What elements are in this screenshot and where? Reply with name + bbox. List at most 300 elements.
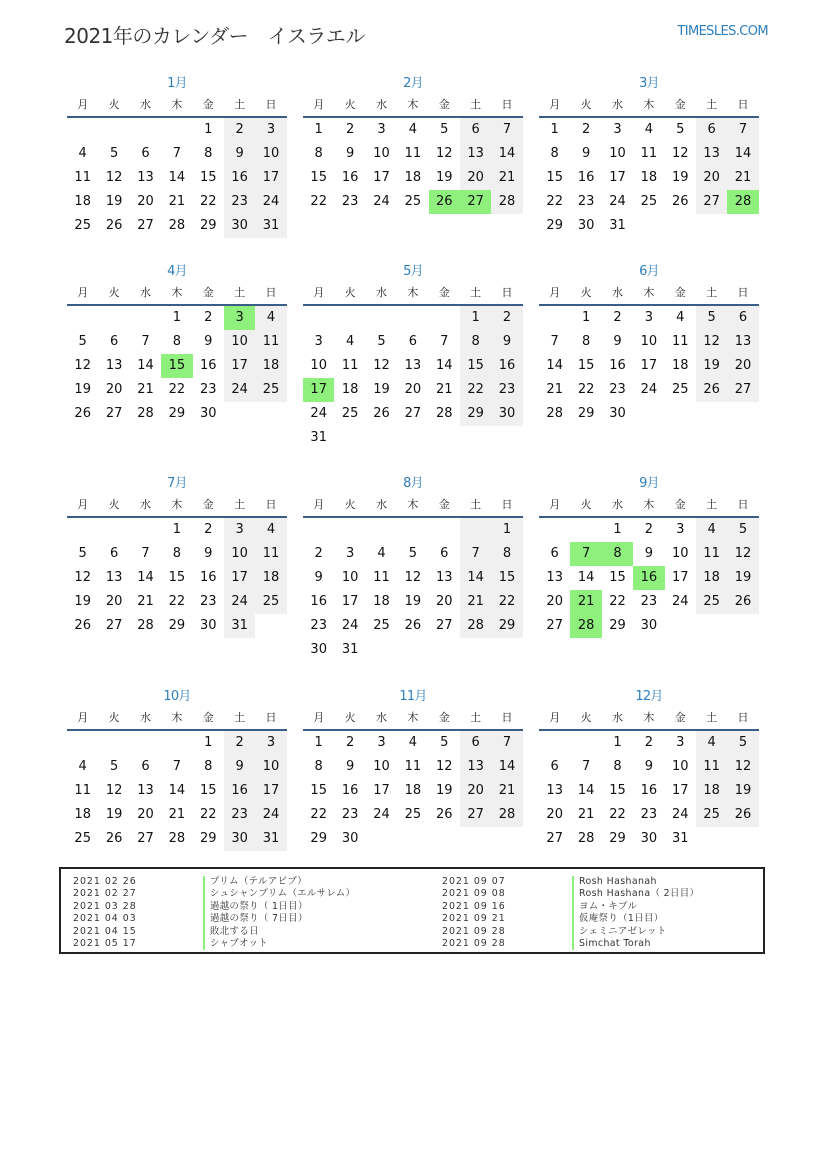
day-cell[interactable]: 30 [341, 831, 359, 846]
day-cell[interactable]: 12 [404, 570, 422, 585]
day-cell[interactable]: 24 [224, 378, 255, 402]
day-cell[interactable]: 26 [404, 618, 422, 633]
day-cell[interactable]: 24 [255, 803, 286, 827]
day-cell[interactable]: 28 [137, 406, 154, 421]
day-cell[interactable]: 5 [408, 546, 417, 561]
day-cell[interactable]: 27 [460, 803, 491, 827]
day-cell[interactable]: 20 [696, 166, 727, 190]
day-cell[interactable]: 25 [74, 831, 91, 846]
day-cell[interactable]: 17 [640, 358, 658, 373]
day-cell[interactable]: 13 [546, 570, 563, 585]
day-cell[interactable]: 20 [546, 807, 563, 822]
day-cell[interactable]: 25 [671, 382, 689, 397]
day-cell[interactable]: 8 [602, 542, 633, 566]
day-cell[interactable]: 13 [460, 755, 491, 779]
day-cell[interactable]: 9 [314, 570, 323, 585]
day-cell[interactable]: 21 [137, 382, 154, 397]
day-cell[interactable]: 23 [491, 378, 522, 402]
day-cell[interactable]: 21 [570, 590, 601, 614]
day-cell[interactable]: 25 [373, 618, 390, 633]
day-cell[interactable]: 28 [137, 618, 154, 633]
day-cell[interactable]: 4 [696, 518, 727, 542]
day-cell[interactable]: 18 [74, 807, 91, 822]
day-cell[interactable]: 12 [373, 358, 390, 373]
day-cell[interactable]: 31 [255, 214, 286, 238]
day-cell[interactable]: 22 [310, 194, 327, 209]
day-cell[interactable]: 14 [137, 570, 154, 585]
day-cell[interactable]: 3 [255, 731, 286, 755]
day-cell[interactable]: 2 [204, 522, 213, 537]
day-cell[interactable]: 6 [141, 146, 150, 161]
day-cell[interactable]: 7 [727, 118, 758, 142]
day-cell[interactable]: 12 [435, 146, 453, 161]
day-cell[interactable]: 19 [373, 382, 390, 397]
day-cell[interactable]: 14 [435, 358, 453, 373]
day-cell[interactable]: 18 [671, 358, 689, 373]
day-cell[interactable]: 15 [168, 570, 186, 585]
day-cell[interactable]: 20 [727, 354, 758, 378]
day-cell[interactable]: 9 [613, 334, 622, 349]
day-cell[interactable]: 16 [491, 354, 522, 378]
day-cell[interactable]: 17 [671, 783, 689, 798]
day-cell[interactable]: 30 [224, 214, 255, 238]
day-cell[interactable]: 17 [255, 166, 286, 190]
day-cell[interactable]: 16 [310, 594, 327, 609]
day-cell[interactable]: 24 [224, 590, 255, 614]
day-cell[interactable]: 20 [435, 594, 453, 609]
day-cell[interactable]: 18 [404, 783, 422, 798]
day-cell[interactable]: 15 [577, 358, 595, 373]
day-cell[interactable]: 26 [74, 406, 91, 421]
day-cell[interactable]: 2 [613, 310, 622, 325]
day-cell[interactable]: 3 [224, 518, 255, 542]
day-cell[interactable]: 21 [137, 594, 154, 609]
day-cell[interactable]: 17 [341, 594, 359, 609]
day-cell[interactable]: 27 [460, 190, 491, 214]
day-cell[interactable]: 12 [671, 146, 689, 161]
day-cell[interactable]: 2 [644, 522, 653, 537]
day-cell[interactable]: 27 [137, 218, 154, 233]
day-cell[interactable]: 2 [224, 118, 255, 142]
day-cell[interactable]: 22 [199, 194, 217, 209]
day-cell[interactable]: 7 [581, 759, 591, 774]
day-cell[interactable]: 28 [168, 218, 186, 233]
day-cell[interactable]: 26 [74, 618, 91, 633]
day-cell[interactable]: 9 [224, 142, 255, 166]
day-cell[interactable]: 28 [546, 406, 563, 421]
day-cell[interactable]: 22 [609, 594, 626, 609]
day-cell[interactable]: 2 [314, 546, 323, 561]
day-cell[interactable]: 29 [609, 831, 626, 846]
day-cell[interactable]: 23 [640, 594, 658, 609]
day-cell[interactable]: 22 [460, 378, 491, 402]
day-cell[interactable]: 14 [137, 358, 154, 373]
day-cell[interactable]: 27 [435, 618, 453, 633]
day-cell[interactable]: 1 [550, 122, 559, 137]
day-cell[interactable]: 8 [460, 330, 491, 354]
day-cell[interactable]: 22 [199, 807, 217, 822]
day-cell[interactable]: 19 [404, 594, 422, 609]
day-cell[interactable]: 25 [255, 590, 286, 614]
day-cell[interactable]: 10 [640, 334, 658, 349]
day-cell[interactable]: 9 [644, 759, 653, 774]
day-cell[interactable]: 29 [168, 406, 186, 421]
day-cell[interactable]: 18 [74, 194, 91, 209]
day-cell[interactable]: 25 [341, 406, 359, 421]
day-cell[interactable]: 9 [204, 546, 213, 561]
day-cell[interactable]: 4 [644, 122, 653, 137]
day-cell[interactable]: 18 [255, 354, 286, 378]
day-cell[interactable]: 18 [640, 170, 658, 185]
day-cell[interactable]: 1 [172, 310, 181, 325]
day-cell[interactable]: 22 [546, 194, 563, 209]
day-cell[interactable]: 20 [546, 594, 563, 609]
day-cell[interactable]: 19 [727, 779, 758, 803]
day-cell[interactable]: 8 [172, 546, 181, 561]
day-cell[interactable]: 23 [310, 618, 327, 633]
day-cell[interactable]: 12 [74, 570, 91, 585]
day-cell[interactable]: 21 [577, 807, 595, 822]
day-cell[interactable]: 19 [74, 594, 91, 609]
day-cell[interactable]: 28 [491, 803, 522, 827]
day-cell[interactable]: 5 [78, 334, 87, 349]
day-cell[interactable]: 23 [577, 194, 595, 209]
day-cell[interactable]: 6 [727, 306, 758, 330]
day-cell[interactable]: 4 [408, 122, 417, 137]
day-cell[interactable]: 14 [168, 783, 186, 798]
day-cell[interactable]: 3 [613, 122, 622, 137]
day-cell[interactable]: 23 [341, 194, 359, 209]
day-cell[interactable]: 26 [105, 218, 123, 233]
day-cell[interactable]: 15 [609, 570, 626, 585]
day-cell[interactable]: 15 [460, 354, 491, 378]
day-cell[interactable]: 12 [696, 330, 727, 354]
day-cell[interactable]: 13 [696, 142, 727, 166]
day-cell[interactable]: 12 [74, 358, 91, 373]
day-cell[interactable]: 1 [204, 122, 213, 137]
day-cell[interactable]: 10 [224, 330, 255, 354]
day-cell[interactable]: 24 [373, 807, 390, 822]
day-cell[interactable]: 27 [137, 831, 154, 846]
day-cell[interactable]: 2 [204, 310, 213, 325]
day-cell[interactable]: 16 [199, 358, 217, 373]
day-cell[interactable]: 13 [460, 142, 491, 166]
day-cell[interactable]: 20 [460, 166, 491, 190]
day-cell[interactable]: 18 [373, 594, 390, 609]
day-cell[interactable]: 15 [161, 354, 192, 378]
day-cell[interactable]: 4 [676, 310, 685, 325]
day-cell[interactable]: 1 [491, 518, 522, 542]
day-cell[interactable]: 4 [78, 759, 87, 774]
day-cell[interactable]: 9 [204, 334, 213, 349]
day-cell[interactable]: 13 [105, 570, 123, 585]
day-cell[interactable]: 26 [696, 378, 727, 402]
day-cell[interactable]: 23 [224, 803, 255, 827]
day-cell[interactable]: 13 [435, 570, 453, 585]
day-cell[interactable]: 11 [255, 330, 286, 354]
day-cell[interactable]: 8 [204, 146, 213, 161]
day-cell[interactable]: 6 [460, 118, 491, 142]
day-cell[interactable]: 8 [581, 334, 591, 349]
day-cell[interactable]: 29 [168, 618, 186, 633]
day-cell[interactable]: 11 [696, 755, 727, 779]
day-cell[interactable]: 23 [341, 807, 359, 822]
day-cell[interactable]: 8 [550, 146, 559, 161]
day-cell[interactable]: 9 [345, 759, 355, 774]
day-cell[interactable]: 31 [310, 430, 327, 445]
day-cell[interactable]: 14 [460, 566, 491, 590]
day-cell[interactable]: 18 [696, 566, 727, 590]
day-cell[interactable]: 9 [581, 146, 591, 161]
day-cell[interactable]: 15 [199, 783, 217, 798]
day-cell[interactable]: 5 [109, 146, 119, 161]
day-cell[interactable]: 25 [74, 218, 91, 233]
day-cell[interactable]: 20 [404, 382, 422, 397]
day-cell[interactable]: 13 [404, 358, 422, 373]
day-cell[interactable]: 18 [404, 170, 422, 185]
day-cell[interactable]: 31 [255, 827, 286, 851]
day-cell[interactable]: 4 [345, 334, 355, 349]
day-cell[interactable]: 29 [199, 831, 217, 846]
day-cell[interactable]: 13 [727, 330, 758, 354]
day-cell[interactable]: 6 [440, 546, 449, 561]
day-cell[interactable]: 14 [546, 358, 563, 373]
day-cell[interactable]: 29 [609, 618, 626, 633]
day-cell[interactable]: 28 [491, 190, 522, 214]
day-cell[interactable]: 28 [460, 614, 491, 638]
day-cell[interactable]: 22 [168, 594, 186, 609]
day-cell[interactable]: 10 [341, 570, 359, 585]
day-cell[interactable]: 11 [373, 570, 390, 585]
day-cell[interactable]: 22 [577, 382, 595, 397]
day-cell[interactable]: 19 [435, 170, 453, 185]
day-cell[interactable]: 15 [609, 783, 626, 798]
day-cell[interactable]: 2 [345, 122, 355, 137]
day-cell[interactable]: 14 [577, 570, 595, 585]
day-cell[interactable]: 23 [199, 594, 217, 609]
day-cell[interactable]: 19 [696, 354, 727, 378]
day-cell[interactable]: 17 [224, 354, 255, 378]
day-cell[interactable]: 5 [78, 546, 87, 561]
day-cell[interactable]: 11 [404, 759, 422, 774]
day-cell[interactable]: 5 [696, 306, 727, 330]
day-cell[interactable]: 30 [640, 618, 658, 633]
day-cell[interactable]: 20 [105, 382, 123, 397]
day-cell[interactable]: 9 [224, 755, 255, 779]
day-cell[interactable]: 11 [671, 334, 689, 349]
day-cell[interactable]: 21 [460, 590, 491, 614]
day-cell[interactable]: 5 [727, 731, 758, 755]
day-cell[interactable]: 25 [696, 803, 727, 827]
day-cell[interactable]: 31 [341, 642, 359, 657]
day-cell[interactable]: 17 [373, 783, 390, 798]
site-brand-link[interactable]: TIMESLES.COM [677, 24, 768, 39]
day-cell[interactable]: 6 [550, 759, 559, 774]
day-cell[interactable]: 20 [460, 779, 491, 803]
day-cell[interactable]: 7 [141, 546, 150, 561]
day-cell[interactable]: 11 [74, 170, 91, 185]
day-cell[interactable]: 7 [550, 334, 559, 349]
day-cell[interactable]: 20 [137, 807, 154, 822]
day-cell[interactable]: 7 [491, 118, 522, 142]
day-cell[interactable]: 14 [491, 755, 522, 779]
day-cell[interactable]: 16 [341, 783, 359, 798]
day-cell[interactable]: 22 [491, 590, 522, 614]
day-cell[interactable]: 18 [696, 779, 727, 803]
day-cell[interactable]: 26 [727, 590, 758, 614]
day-cell[interactable]: 12 [105, 170, 123, 185]
day-cell[interactable]: 29 [199, 218, 217, 233]
day-cell[interactable]: 21 [168, 807, 186, 822]
day-cell[interactable]: 29 [460, 402, 491, 426]
day-cell[interactable]: 24 [671, 594, 689, 609]
day-cell[interactable]: 18 [255, 566, 286, 590]
day-cell[interactable]: 3 [224, 306, 255, 330]
day-cell[interactable]: 4 [255, 518, 286, 542]
day-cell[interactable]: 22 [168, 382, 186, 397]
day-cell[interactable]: 7 [172, 759, 181, 774]
day-cell[interactable]: 12 [105, 783, 123, 798]
day-cell[interactable]: 10 [224, 542, 255, 566]
day-cell[interactable]: 30 [199, 618, 217, 633]
day-cell[interactable]: 4 [255, 306, 286, 330]
day-cell[interactable]: 21 [727, 166, 758, 190]
day-cell[interactable]: 5 [727, 518, 758, 542]
day-cell[interactable]: 3 [255, 118, 286, 142]
day-cell[interactable]: 17 [671, 570, 689, 585]
day-cell[interactable]: 29 [577, 406, 595, 421]
day-cell[interactable]: 10 [310, 358, 327, 373]
day-cell[interactable]: 27 [105, 618, 123, 633]
day-cell[interactable]: 24 [671, 807, 689, 822]
day-cell[interactable]: 7 [172, 146, 181, 161]
day-cell[interactable]: 30 [491, 402, 522, 426]
day-cell[interactable]: 4 [696, 731, 727, 755]
day-cell[interactable]: 13 [546, 783, 563, 798]
day-cell[interactable]: 1 [314, 122, 323, 137]
day-cell[interactable]: 30 [609, 406, 626, 421]
day-cell[interactable]: 14 [168, 170, 186, 185]
day-cell[interactable]: 2 [345, 735, 355, 750]
day-cell[interactable]: 3 [676, 735, 685, 750]
day-cell[interactable]: 11 [74, 783, 91, 798]
day-cell[interactable]: 26 [727, 803, 758, 827]
day-cell[interactable]: 8 [314, 146, 323, 161]
day-cell[interactable]: 28 [168, 831, 186, 846]
day-cell[interactable]: 5 [676, 122, 685, 137]
day-cell[interactable]: 5 [440, 735, 449, 750]
day-cell[interactable]: 15 [546, 170, 563, 185]
day-cell[interactable]: 26 [373, 406, 390, 421]
day-cell[interactable]: 14 [727, 142, 758, 166]
day-cell[interactable]: 27 [727, 378, 758, 402]
day-cell[interactable]: 6 [109, 334, 119, 349]
day-cell[interactable]: 2 [224, 731, 255, 755]
day-cell[interactable]: 16 [199, 570, 217, 585]
day-cell[interactable]: 8 [172, 334, 181, 349]
day-cell[interactable]: 30 [224, 827, 255, 851]
day-cell[interactable]: 29 [310, 831, 327, 846]
day-cell[interactable]: 16 [224, 166, 255, 190]
day-cell[interactable]: 30 [310, 642, 327, 657]
day-cell[interactable]: 7 [570, 542, 601, 566]
day-cell[interactable]: 31 [609, 218, 626, 233]
day-cell[interactable]: 17 [303, 378, 334, 402]
day-cell[interactable]: 1 [314, 735, 323, 750]
day-cell[interactable]: 23 [224, 190, 255, 214]
day-cell[interactable]: 4 [78, 146, 87, 161]
day-cell[interactable]: 7 [460, 542, 491, 566]
day-cell[interactable]: 15 [310, 170, 327, 185]
day-cell[interactable]: 15 [491, 566, 522, 590]
day-cell[interactable]: 6 [109, 546, 119, 561]
day-cell[interactable]: 14 [577, 783, 595, 798]
day-cell[interactable]: 7 [141, 334, 150, 349]
day-cell[interactable]: 31 [224, 614, 255, 638]
day-cell[interactable]: 3 [377, 735, 386, 750]
day-cell[interactable]: 13 [137, 783, 154, 798]
day-cell[interactable]: 9 [345, 146, 355, 161]
day-cell[interactable]: 19 [105, 807, 123, 822]
day-cell[interactable]: 3 [676, 522, 685, 537]
day-cell[interactable]: 1 [460, 306, 491, 330]
day-cell[interactable]: 21 [435, 382, 453, 397]
day-cell[interactable]: 7 [440, 334, 449, 349]
day-cell[interactable]: 6 [408, 334, 417, 349]
day-cell[interactable]: 15 [199, 170, 217, 185]
day-cell[interactable]: 4 [377, 546, 386, 561]
day-cell[interactable]: 6 [550, 546, 559, 561]
day-cell[interactable]: 17 [609, 170, 626, 185]
day-cell[interactable]: 14 [491, 142, 522, 166]
day-cell[interactable]: 8 [204, 759, 213, 774]
day-cell[interactable]: 28 [570, 614, 601, 638]
day-cell[interactable]: 26 [429, 190, 460, 214]
day-cell[interactable]: 6 [141, 759, 150, 774]
day-cell[interactable]: 6 [460, 731, 491, 755]
day-cell[interactable]: 17 [255, 779, 286, 803]
day-cell[interactable]: 20 [137, 194, 154, 209]
day-cell[interactable]: 5 [377, 334, 386, 349]
day-cell[interactable]: 22 [609, 807, 626, 822]
day-cell[interactable]: 10 [255, 755, 286, 779]
day-cell[interactable]: 8 [314, 759, 323, 774]
day-cell[interactable]: 25 [696, 590, 727, 614]
day-cell[interactable]: 8 [613, 759, 622, 774]
day-cell[interactable]: 30 [199, 406, 217, 421]
day-cell[interactable]: 4 [408, 735, 417, 750]
day-cell[interactable]: 30 [577, 218, 595, 233]
day-cell[interactable]: 27 [696, 190, 727, 214]
day-cell[interactable]: 13 [105, 358, 123, 373]
day-cell[interactable]: 12 [727, 542, 758, 566]
day-cell[interactable]: 28 [577, 831, 595, 846]
day-cell[interactable]: 19 [435, 783, 453, 798]
day-cell[interactable]: 11 [696, 542, 727, 566]
day-cell[interactable]: 16 [577, 170, 595, 185]
day-cell[interactable]: 25 [404, 194, 422, 209]
day-cell[interactable]: 27 [546, 618, 563, 633]
day-cell[interactable]: 9 [491, 330, 522, 354]
day-cell[interactable]: 16 [640, 783, 658, 798]
day-cell[interactable]: 10 [671, 546, 689, 561]
day-cell[interactable]: 24 [341, 618, 359, 633]
day-cell[interactable]: 1 [613, 735, 622, 750]
day-cell[interactable]: 9 [644, 546, 653, 561]
day-cell[interactable]: 22 [310, 807, 327, 822]
day-cell[interactable]: 2 [581, 122, 591, 137]
day-cell[interactable]: 8 [491, 542, 522, 566]
